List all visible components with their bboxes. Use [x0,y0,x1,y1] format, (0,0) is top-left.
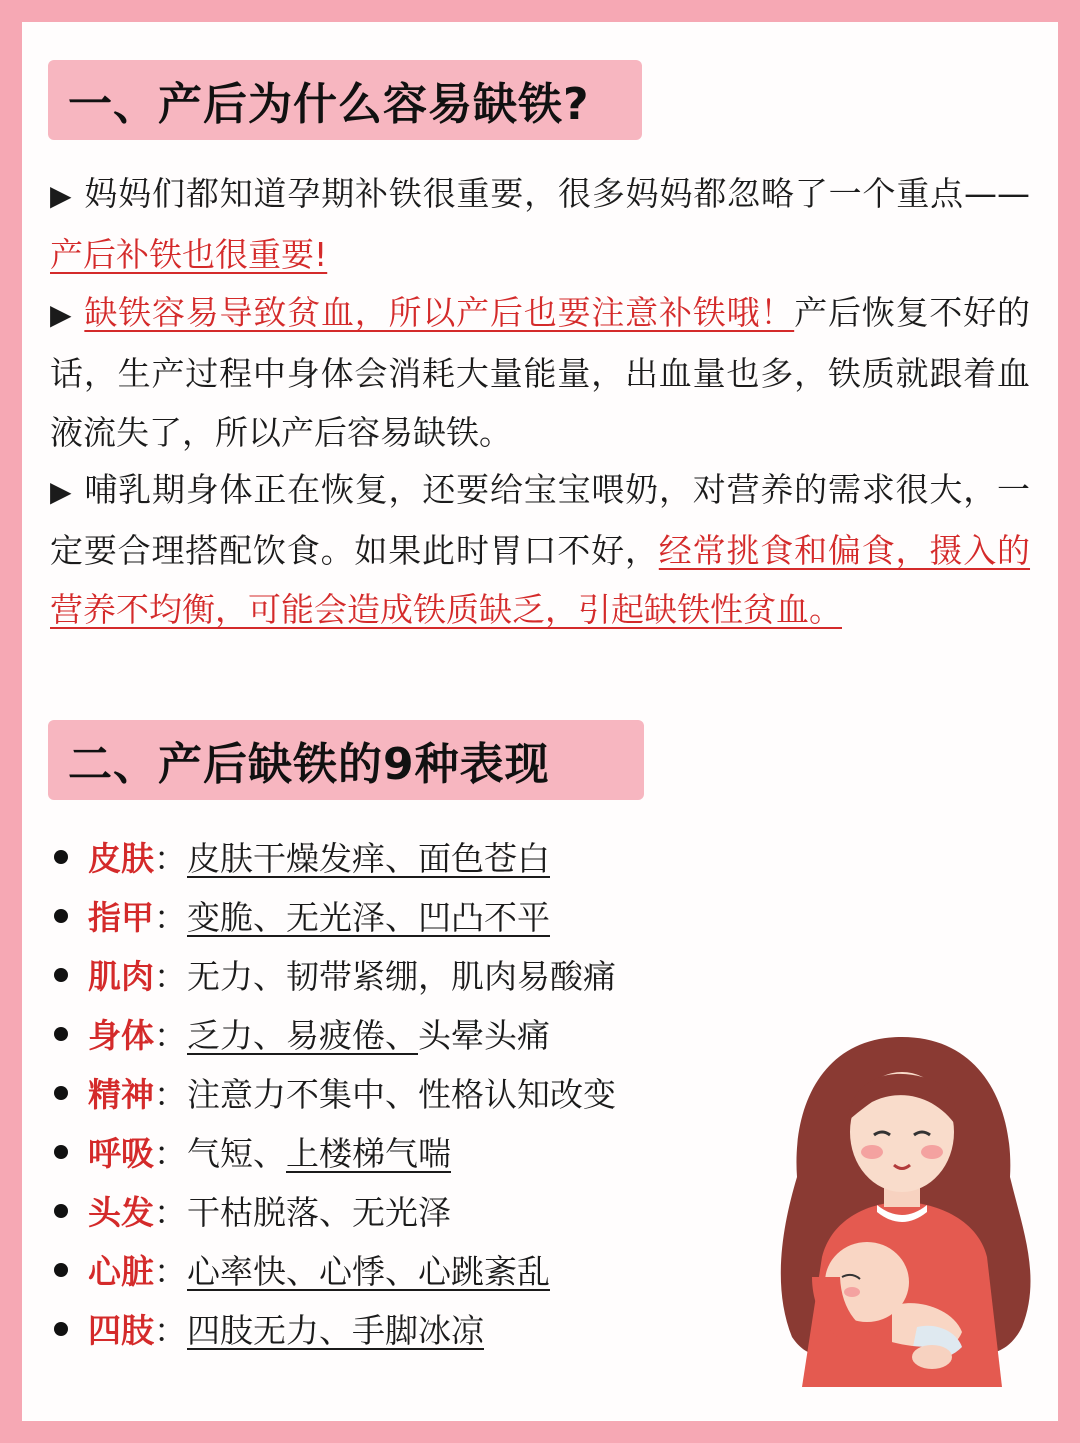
dot-bullet-icon [54,1204,68,1218]
p2-highlight: 缺铁容易导致贫血，所以产后也要注意补铁哦！ [84,293,795,332]
dot-bullet-icon [54,909,68,923]
dot-bullet-icon [54,1145,68,1159]
symptom-term: 心脏 [88,1252,154,1291]
symptom-term: 精神 [88,1075,154,1114]
p1-highlight: 产后补铁也很重要! [50,235,328,274]
symptom-desc: 心率快、心悸、心跳紊乱 [187,1252,550,1291]
symptom-desc: 变脆、无光泽、凹凸不平 [187,898,550,937]
symptom-desc: 注意力不集中、性格认知改变 [187,1075,616,1114]
mother-baby-illustration [752,1027,1052,1387]
symptom-term: 四肢 [88,1311,154,1350]
triangle-bullet-icon: ▶ [50,475,73,508]
paragraph-2 [50,283,1030,462]
triangle-bullet-icon: ▶ [50,298,73,331]
dot-bullet-icon [54,968,68,982]
symptom-desc: 干枯脱落、无光泽 [187,1193,451,1232]
list-item: 指甲 ： 变脆、无光泽、凹凸不平 [54,886,616,945]
symptom-term: 呼吸 [88,1134,154,1173]
paragraph-3 [50,460,1030,639]
list-item: 身体 ： 乏力、易疲倦、 头晕头痛 [54,1004,616,1063]
list-item: 精神 ： 注意力不集中、性格认知改变 [54,1063,616,1122]
symptom-desc-rest: 头晕头痛 [418,1016,550,1055]
symptom-term: 身体 [88,1016,154,1055]
symptom-desc: 无力、韧带紧绷，肌肉易酸痛 [187,957,616,996]
dot-bullet-icon [54,850,68,864]
paragraph-1 [50,164,1030,284]
dot-bullet-icon [54,1027,68,1041]
symptom-desc: 皮肤干燥发痒、面色苍白 [187,839,550,878]
list-item: 肌肉 ： 无力、韧带紧绷，肌肉易酸痛 [54,945,616,1004]
list-item: 四肢 ： 四肢无力、手脚冰凉 [54,1299,616,1358]
dot-bullet-icon [54,1086,68,1100]
list-item: 心脏 ： 心率快、心悸、心跳紊乱 [54,1240,616,1299]
symptom-term: 头发 [88,1193,154,1232]
list-item: 皮肤 ： 皮肤干燥发痒、面色苍白 [54,827,616,886]
symptom-desc-pre: 气短、 [187,1134,286,1173]
p3-text: 哺乳期身体正在恢复，还要给宝宝喂奶，对营养的需求很大，一定要合理搭配饮食。如果此时胃口不好， [50,470,1030,570]
p2-text: 产后恢复不好的话，生产过程中身体会消耗大量能量，出血量也多，铁质就跟着血液流失了，所以产后容易缺铁。 [50,293,1030,452]
symptom-term: 肌肉 [88,957,154,996]
list-item: 呼吸 ： 气短、 上楼梯气喘 [54,1122,616,1181]
dot-bullet-icon [54,1263,68,1277]
symptom-term: 指甲 [88,898,154,937]
p1-text: 妈妈们都知道孕期补铁很重要，很多妈妈都忽略了一个重点—— [84,174,1030,213]
symptom-desc: 四肢无力、手脚冰凉 [187,1311,484,1350]
p3-highlight: 经常挑食和偏食，摄入的营养不均衡，可能会造成铁质缺乏，引起缺铁性贫血。 [50,531,1031,629]
triangle-bullet-icon: ▶ [50,179,73,212]
content-card [22,22,1058,1421]
symptom-desc: 乏力、易疲倦、 [187,1016,418,1055]
section2-title: 二、产后缺铁的9种表现 [48,720,644,800]
symptom-list [54,827,616,1358]
symptom-term: 皮肤 [88,839,154,878]
section1-title: 一、产后为什么容易缺铁? [48,60,642,140]
symptom-desc: 上楼梯气喘 [286,1134,451,1173]
dot-bullet-icon [54,1322,68,1336]
list-item: 头发 ： 干枯脱落、无光泽 [54,1181,616,1240]
